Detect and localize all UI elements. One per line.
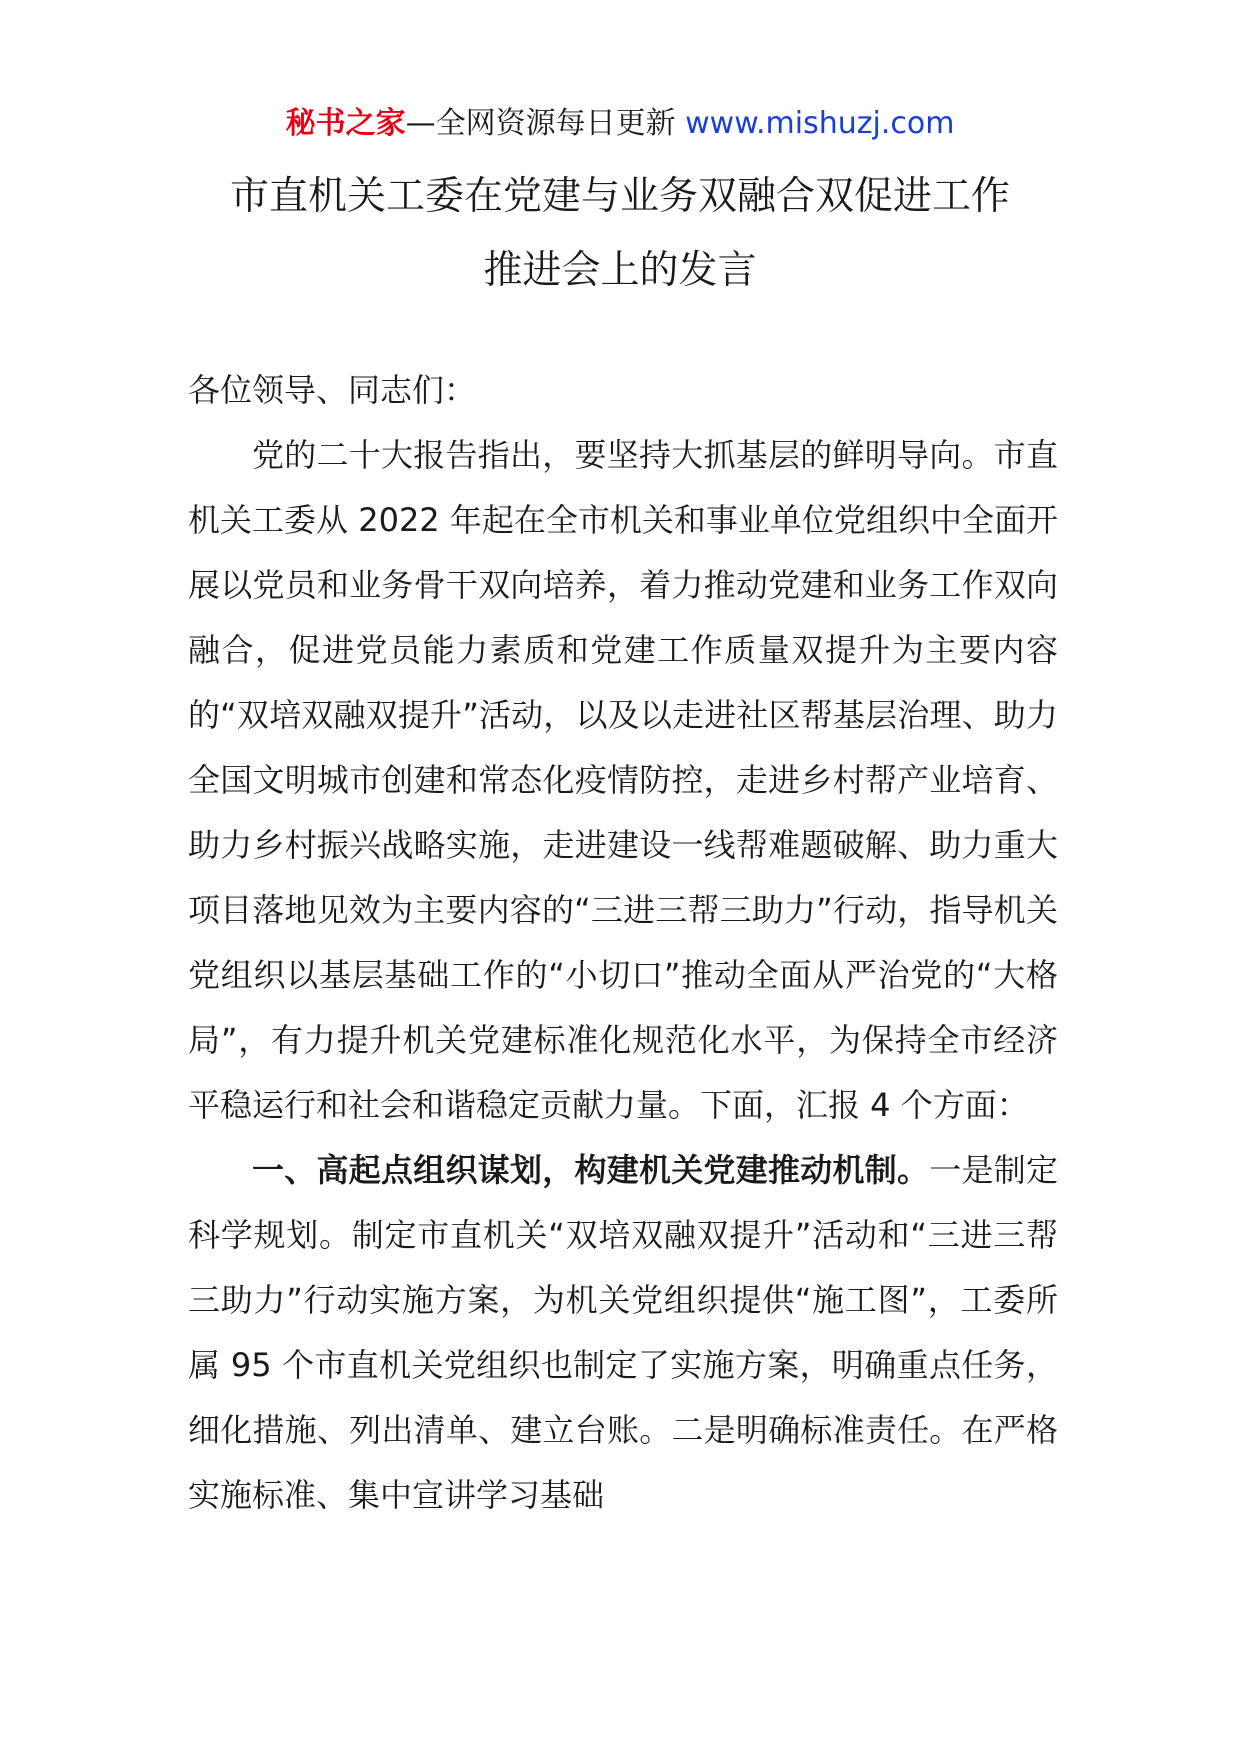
site-url-link[interactable]: www.mishuzj.com	[685, 106, 955, 141]
salutation: 各位领导、同志们：	[188, 371, 477, 409]
paragraph-section-1	[188, 1138, 1058, 1528]
site-name: 秘书之家	[285, 106, 406, 141]
section-1-text: 一是制定科学规划。制定市直机关“双培双融双提升”活动和“三进三帮三助力”行动实施方案，为机关党组织提供“施工图”，工委所属 95 个市直机关党组织也制定了实施方案，明确重点任务，细化措施、列出清单、建立台账。二是明确标准责任。在严格实施标准、集中宣讲学习基础	[188, 1151, 1058, 1514]
document-title-line-2: 推进会上的发言	[483, 248, 757, 293]
site-tagline: —全网资源每日更新	[405, 106, 676, 141]
document-body	[188, 358, 1058, 1528]
document-title	[0, 160, 1240, 308]
section-1-heading: 一、高起点组织谋划，构建机关党建推动机制。	[252, 1151, 930, 1189]
document-title-line-1: 市直机关工委在党建与业务双融合双促进工作	[229, 174, 1010, 219]
site-header	[0, 100, 1240, 148]
paragraph-intro: 党的二十大报告指出，要坚持大抓基层的鲜明导向。市直机关工委从 2022 年起在全市机关和事业单位党组织中全面开展以党员和业务骨干双向培养，着力推动党建和业务工作双向融合，促进党员能力素质和党建工作质量双提升为主要内容的“双培双融双提升”活动，以及以走进社区帮基层治理、助力全国文明城市创建和常态化疫情防控，走进乡村帮产业培育、助力乡村振兴战略实施，走进建设一线帮难题破解、助力重大项目落地见效为主要内容的“三进三帮三助力”行动，指导机关党组织以基层基础工作的“小切口”推动全面从严治党的“大格局”，有力提升机关党建标准化规范化水平，为保持全市经济平稳运行和社会和谐稳定贡献力量。下面，汇报 4 个方面：	[188, 436, 1058, 1124]
